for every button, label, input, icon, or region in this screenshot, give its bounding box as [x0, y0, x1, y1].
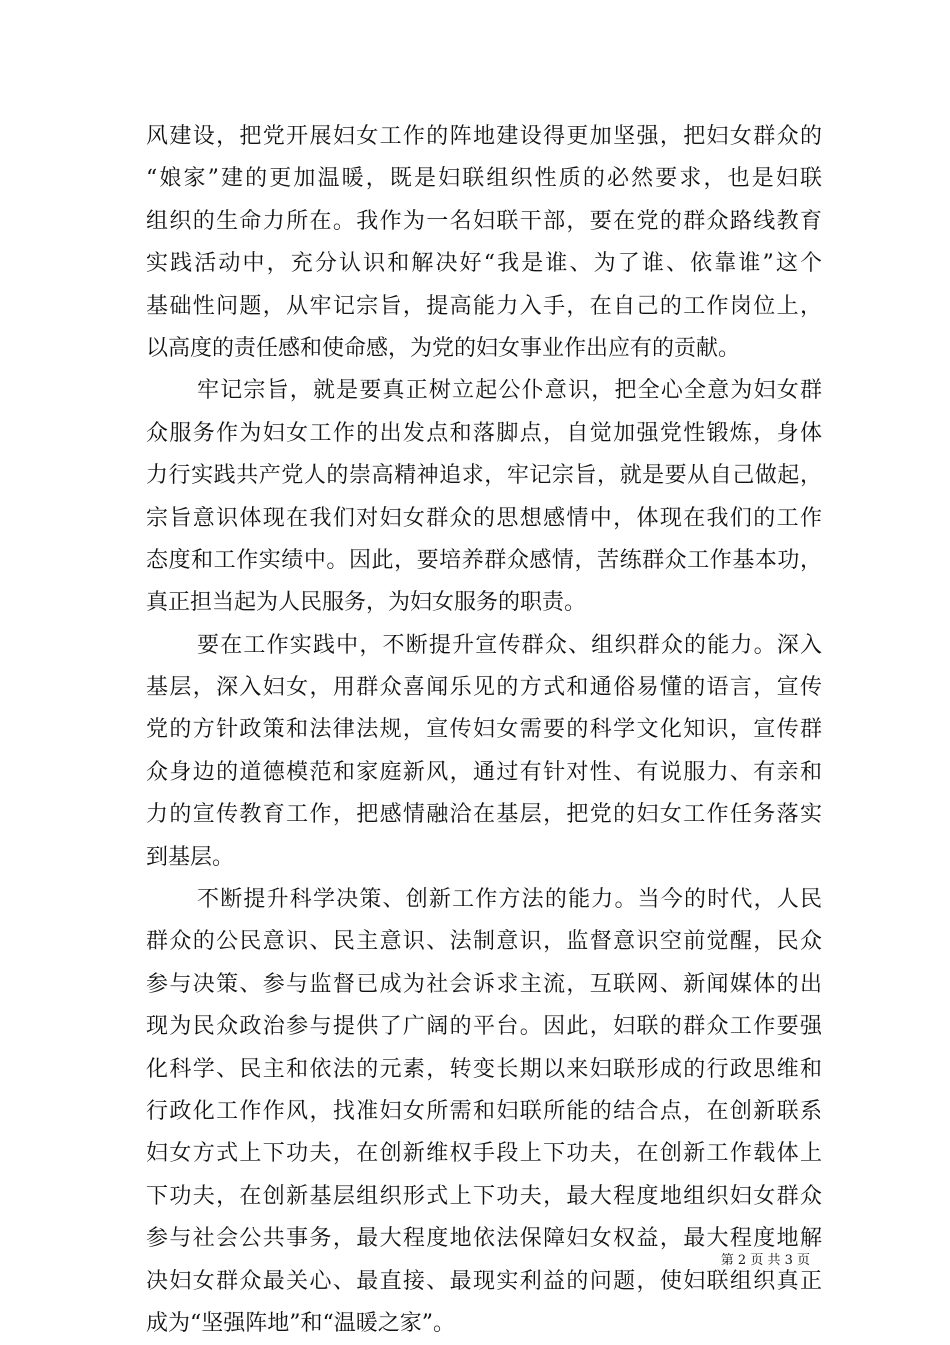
text-line: 妇女方式上下功夫，在创新维权手段上下功夫，在创新工作载体上 [146, 1141, 822, 1167]
text-line: 决妇女群众最关心、最直接、最现实利益的问题，使妇联组织真正 [146, 1268, 822, 1294]
text-line: 力行实践共产党人的崇高精神追求，牢记宗旨，就是要从自己做起， [146, 463, 822, 489]
body-text [146, 116, 822, 1345]
text-line: 风建设，把党开展妇女工作的阵地建设得更加坚强，把妇女群众的 [146, 124, 822, 149]
text-line: 态度和工作实绩中。因此，要培养群众感情，苦练群众工作基本功， [146, 547, 822, 573]
text-line: 化科学、民主和依法的元素，转变长期以来妇联形成的行政思维和 [146, 1056, 822, 1082]
text-line: 实践活动中，充分认识和解决好“我是谁、为了谁、依靠谁”这个 [146, 251, 822, 277]
text-line: 现为民众政治参与提供了广阔的平台。因此，妇联的群众工作要强 [146, 1014, 822, 1040]
text-line: “娘家”建的更加温暖，既是妇联组织性质的必然要求，也是妇联 [146, 166, 822, 192]
page-number-footer: 第 2 页 共 3 页 [720, 1253, 810, 1268]
text-line: 参与社会公共事务，最大程度地依法保障妇女权益，最大程度地解 [146, 1226, 822, 1252]
paragraph-4 [146, 879, 822, 1345]
text-line: 到基层。 [146, 844, 235, 870]
text-line: 党的方针政策和法律法规，宣传妇女需要的科学文化知识，宣传群 [146, 717, 822, 743]
text-line: 成为“坚强阵地”和“温暖之家”。 [146, 1310, 455, 1336]
text-line: 组织的生命力所在。我作为一名妇联干部，要在党的群众路线教育 [146, 208, 822, 234]
paragraph-2 [146, 370, 822, 624]
text-line: 基础性问题，从牢记宗旨，提高能力入手，在自己的工作岗位上， [146, 293, 822, 319]
text-line: 不断提升科学决策、创新工作方法的能力。当今的时代，人民 [197, 887, 822, 913]
text-line: 行政化工作作风，找准妇女所需和妇联所能的结合点，在创新联系 [146, 1098, 822, 1124]
text-line: 群众的公民意识、民主意识、法制意识，监督意识空前觉醒，民众 [146, 929, 822, 955]
paragraph-3 [146, 625, 822, 879]
text-line: 要在工作实践中，不断提升宣传群众、组织群众的能力。深入 [197, 632, 822, 658]
text-line: 基层，深入妇女，用群众喜闻乐见的方式和通俗易懂的语言，宣传 [146, 675, 822, 701]
text-line: 宗旨意识体现在我们对妇女群众的思想感情中，体现在我们的工作 [146, 505, 822, 531]
text-line: 众服务作为妇女工作的出发点和落脚点，自觉加强党性锻炼，身体 [146, 420, 822, 446]
text-line: 下功夫，在创新基层组织形式上下功夫，最大程度地组织妇女群众 [146, 1183, 822, 1209]
paragraph-1 [146, 116, 822, 370]
text-line: 牢记宗旨，就是要真正树立起公仆意识，把全心全意为妇女群 [197, 378, 822, 404]
text-line: 力的宣传教育工作，把感情融洽在基层，把党的妇女工作任务落实 [146, 802, 822, 828]
text-line: 参与决策、参与监督已成为社会诉求主流，互联网、新闻媒体的出 [146, 971, 822, 997]
text-line: 众身边的道德模范和家庭新风，通过有针对性、有说服力、有亲和 [146, 759, 822, 785]
text-line: 真正担当起为人民服务，为妇女服务的职责。 [146, 590, 587, 616]
text-line: 以高度的责任感和使命感，为党的妇女事业作出应有的贡献。 [146, 335, 741, 361]
